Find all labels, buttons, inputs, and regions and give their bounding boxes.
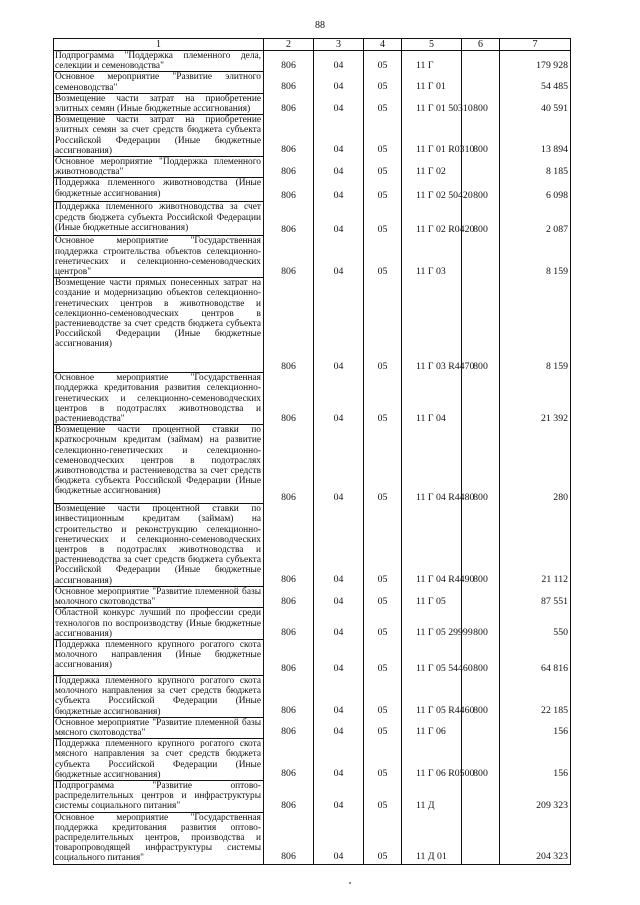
table-row bbox=[54, 72, 571, 93]
expense-type-code: 800 bbox=[462, 504, 500, 587]
table-body bbox=[54, 51, 571, 865]
amount: 156 bbox=[500, 739, 571, 781]
subsection-code: 05 bbox=[364, 373, 402, 425]
admin-code: 806 bbox=[264, 504, 314, 587]
expense-type-code: 800 bbox=[462, 608, 500, 640]
row-name: Основное мероприятие "Развитие племенной базы мясного скотоводства" bbox=[54, 717, 264, 738]
column-header: 4 bbox=[364, 39, 402, 51]
expense-type-code: 800 bbox=[462, 115, 500, 157]
admin-code: 806 bbox=[264, 739, 314, 781]
amount: 13 894 bbox=[500, 115, 571, 157]
column-header: 1 bbox=[54, 39, 264, 51]
section-code: 04 bbox=[314, 115, 364, 157]
row-name: Поддержка племенного крупного рогатого скота молочного направления (Иные бюджетные ассигнования) bbox=[54, 639, 264, 675]
expense-type-code: 800 bbox=[462, 739, 500, 781]
admin-code: 806 bbox=[264, 812, 314, 864]
admin-code: 806 bbox=[264, 115, 314, 157]
admin-code: 806 bbox=[264, 639, 314, 675]
expense-type-code bbox=[462, 780, 500, 812]
admin-code: 806 bbox=[264, 51, 314, 72]
target-article-code: 11 Г 05 29999 bbox=[402, 608, 462, 640]
amount: 64 816 bbox=[500, 639, 571, 675]
admin-code: 806 bbox=[264, 425, 314, 504]
row-name: Поддержка племенного животноводства за счет средств бюджета субъекта Российской Федерации (Иные бюджетные ассигнования) bbox=[54, 202, 264, 236]
admin-code: 806 bbox=[264, 202, 314, 236]
amount: 54 485 bbox=[500, 72, 571, 93]
expense-type-code: 800 bbox=[462, 93, 500, 114]
expense-type-code bbox=[462, 812, 500, 864]
table-header-row bbox=[54, 39, 571, 51]
amount: 209 323 bbox=[500, 780, 571, 812]
column-header: 7 bbox=[500, 39, 571, 51]
subsection-code: 05 bbox=[364, 780, 402, 812]
admin-code: 806 bbox=[264, 675, 314, 717]
section-code: 04 bbox=[314, 51, 364, 72]
column-header: 2 bbox=[264, 39, 314, 51]
section-code: 04 bbox=[314, 278, 364, 373]
row-name: Основное мероприятие "Поддержка племенного животноводства" bbox=[54, 157, 264, 178]
amount: 8 159 bbox=[500, 278, 571, 373]
section-code: 04 bbox=[314, 72, 364, 93]
table-row bbox=[54, 739, 571, 781]
table-row bbox=[54, 373, 571, 425]
subsection-code: 05 bbox=[364, 639, 402, 675]
column-header: 5 bbox=[402, 39, 462, 51]
row-name: Основное мероприятие "Государственная поддержка строительства объектов селекционно-генетических и селекционно-семеноводческих центров" bbox=[54, 236, 264, 278]
table-row bbox=[54, 115, 571, 157]
target-article-code: 11 Г 01 R0310 bbox=[402, 115, 462, 157]
subsection-code: 05 bbox=[364, 202, 402, 236]
target-article-code: 11 Г 06 R0500 bbox=[402, 739, 462, 781]
expense-type-code bbox=[462, 586, 500, 607]
amount: 280 bbox=[500, 425, 571, 504]
target-article-code: 11 Г 05 R4460 bbox=[402, 675, 462, 717]
expense-type-code: 800 bbox=[462, 425, 500, 504]
section-code: 04 bbox=[314, 739, 364, 781]
column-header: 6 bbox=[462, 39, 500, 51]
table-row bbox=[54, 51, 571, 72]
table-row bbox=[54, 608, 571, 640]
section-code: 04 bbox=[314, 717, 364, 738]
subsection-code: 05 bbox=[364, 157, 402, 178]
row-name: Основное мероприятие "Развитие элитного семеноводства" bbox=[54, 72, 264, 93]
section-code: 04 bbox=[314, 608, 364, 640]
amount: 204 323 bbox=[500, 812, 571, 864]
row-name: Поддержка племенного крупного рогатого скота молочного направления за счет средств бюджета субъекта Российской Федерации (Иные бюджетные ассигнования) bbox=[54, 675, 264, 717]
expense-type-code: 800 bbox=[462, 178, 500, 202]
admin-code: 806 bbox=[264, 780, 314, 812]
admin-code: 806 bbox=[264, 157, 314, 178]
admin-code: 806 bbox=[264, 608, 314, 640]
section-code: 04 bbox=[314, 780, 364, 812]
table-row bbox=[54, 278, 571, 373]
amount: 8 159 bbox=[500, 236, 571, 278]
expense-type-code: 800 bbox=[462, 202, 500, 236]
table-row bbox=[54, 425, 571, 504]
table-row bbox=[54, 675, 571, 717]
subsection-code: 05 bbox=[364, 675, 402, 717]
section-code: 04 bbox=[314, 425, 364, 504]
table-row bbox=[54, 93, 571, 114]
section-code: 04 bbox=[314, 236, 364, 278]
target-article-code: 11 Г 04 R4490 bbox=[402, 504, 462, 587]
expense-type-code bbox=[462, 717, 500, 738]
target-article-code: 11 Г 02 50420 bbox=[402, 178, 462, 202]
table-row bbox=[54, 586, 571, 607]
table-row bbox=[54, 812, 571, 864]
row-name: Подпрограмма "Поддержка племенного дела, селекции и семеноводства" bbox=[54, 51, 264, 72]
subsection-code: 05 bbox=[364, 278, 402, 373]
admin-code: 806 bbox=[264, 586, 314, 607]
subsection-code: 05 bbox=[364, 425, 402, 504]
row-name: Основное мероприятие "Государственная поддержка кредитования развития оптово-распределительных центров, производства и товаропроводящей инфраструктуры системы социального питания" bbox=[54, 812, 264, 864]
target-article-code: 11 Д bbox=[402, 780, 462, 812]
row-name: Основное мероприятие "Развитие племенной базы молочного скотоводства" bbox=[54, 586, 264, 607]
target-article-code: 11 Г 05 bbox=[402, 586, 462, 607]
section-code: 04 bbox=[314, 178, 364, 202]
admin-code: 806 bbox=[264, 72, 314, 93]
subsection-code: 05 bbox=[364, 115, 402, 157]
row-name: Подпрограмма "Развитие оптово-распределительных центров и инфраструктуры системы социального питания" bbox=[54, 780, 264, 812]
admin-code: 806 bbox=[264, 717, 314, 738]
admin-code: 806 bbox=[264, 373, 314, 425]
expense-type-code bbox=[462, 373, 500, 425]
section-code: 04 bbox=[314, 93, 364, 114]
row-name: Возмещение части затрат на приобретение элитных семян (Иные бюджетные ассигнования) bbox=[54, 93, 264, 114]
amount: 156 bbox=[500, 717, 571, 738]
target-article-code: 11 Г 02 bbox=[402, 157, 462, 178]
target-article-code: 11 Г 02 R0420 bbox=[402, 202, 462, 236]
amount: 87 551 bbox=[500, 586, 571, 607]
subsection-code: 05 bbox=[364, 608, 402, 640]
table-row bbox=[54, 236, 571, 278]
subsection-code: 05 bbox=[364, 236, 402, 278]
admin-code: 806 bbox=[264, 236, 314, 278]
subsection-code: 05 bbox=[364, 586, 402, 607]
row-name: Возмещение части процентной ставки по краткосрочным кредитам (займам) на развитие селекционно-генетических и селекционно-семеноводческих центров в подотраслях животноводства и растениеводства за счет средств бюджета субъекта Российской Федерации (Иные бюджетные ассигнования) bbox=[54, 425, 264, 504]
target-article-code: 11 Г 01 50310 bbox=[402, 93, 462, 114]
expense-type-code bbox=[462, 236, 500, 278]
row-name: Возмещение части затрат на приобретение элитных семян за счет средств бюджета субъекта Российской Федерации (Иные бюджетные ассигнования) bbox=[54, 115, 264, 157]
budget-table bbox=[53, 38, 571, 865]
target-article-code: 11 Г bbox=[402, 51, 462, 72]
scan-artifact bbox=[349, 882, 351, 884]
subsection-code: 05 bbox=[364, 72, 402, 93]
section-code: 04 bbox=[314, 675, 364, 717]
expense-type-code: 800 bbox=[462, 278, 500, 373]
subsection-code: 05 bbox=[364, 739, 402, 781]
subsection-code: 05 bbox=[364, 812, 402, 864]
amount: 21 392 bbox=[500, 373, 571, 425]
amount: 21 112 bbox=[500, 504, 571, 587]
expense-type-code: 800 bbox=[462, 675, 500, 717]
target-article-code: 11 Г 05 54460 bbox=[402, 639, 462, 675]
subsection-code: 05 bbox=[364, 51, 402, 72]
admin-code: 806 bbox=[264, 178, 314, 202]
subsection-code: 05 bbox=[364, 178, 402, 202]
row-name: Возмещение части процентной ставки по инвестиционным кредитам (займам) на строительство и реконструкцию селекционно-генетических и селекционно-семеноводческих центров в подотраслях животноводства и растениеводства за счет средств бюджета субъекта Российской Федерации (Иные бюджетные ассигнования) bbox=[54, 504, 264, 587]
table-row bbox=[54, 504, 571, 587]
row-name: Областной конкурс лучший по профессии среди технологов по воспроизводству (Иные бюджетные ассигнования) bbox=[54, 608, 264, 640]
expense-type-code bbox=[462, 157, 500, 178]
admin-code: 806 bbox=[264, 93, 314, 114]
section-code: 04 bbox=[314, 504, 364, 587]
table-row bbox=[54, 780, 571, 812]
amount: 8 185 bbox=[500, 157, 571, 178]
target-article-code: 11 Г 03 R4470 bbox=[402, 278, 462, 373]
amount: 40 591 bbox=[500, 93, 571, 114]
expense-type-code bbox=[462, 72, 500, 93]
section-code: 04 bbox=[314, 586, 364, 607]
admin-code: 806 bbox=[264, 278, 314, 373]
page-number: 88 bbox=[315, 20, 325, 31]
subsection-code: 05 bbox=[364, 717, 402, 738]
row-name: Возмещение части прямых понесенных затрат на создание и модернизацию объектов селекционно-генетических центров в животноводстве и селекционно-семеноводческих центров в растениеводстве за счет средств бюджета субъекта Российской Федерации (Иные бюджетные ассигнования) bbox=[54, 278, 264, 373]
table-row bbox=[54, 178, 571, 202]
section-code: 04 bbox=[314, 373, 364, 425]
amount: 550 bbox=[500, 608, 571, 640]
target-article-code: 11 Г 06 bbox=[402, 717, 462, 738]
target-article-code: 11 Г 03 bbox=[402, 236, 462, 278]
row-name: Основное мероприятие "Государственная поддержка кредитования развития селекционно-генетических и селекционно-семеноводческих центров в подотраслях животноводства и растениеводства" bbox=[54, 373, 264, 425]
row-name: Поддержка племенного крупного рогатого скота мясного направления за счет средств бюджета субъекта Российской Федерации (Иные бюджетные ассигнования) bbox=[54, 739, 264, 781]
amount: 2 087 bbox=[500, 202, 571, 236]
section-code: 04 bbox=[314, 202, 364, 236]
target-article-code: 11 Г 04 bbox=[402, 373, 462, 425]
expense-type-code: 800 bbox=[462, 639, 500, 675]
amount: 179 928 bbox=[500, 51, 571, 72]
expense-type-code bbox=[462, 51, 500, 72]
column-header: 3 bbox=[314, 39, 364, 51]
table-row bbox=[54, 202, 571, 236]
section-code: 04 bbox=[314, 157, 364, 178]
target-article-code: 11 Г 01 bbox=[402, 72, 462, 93]
amount: 6 098 bbox=[500, 178, 571, 202]
row-name: Поддержка племенного животноводства (Иные бюджетные ассигнования) bbox=[54, 178, 264, 202]
amount: 22 185 bbox=[500, 675, 571, 717]
section-code: 04 bbox=[314, 639, 364, 675]
table-row bbox=[54, 717, 571, 738]
subsection-code: 05 bbox=[364, 504, 402, 587]
section-code: 04 bbox=[314, 812, 364, 864]
table-row bbox=[54, 157, 571, 178]
target-article-code: 11 Д 01 bbox=[402, 812, 462, 864]
target-article-code: 11 Г 04 R4480 bbox=[402, 425, 462, 504]
subsection-code: 05 bbox=[364, 93, 402, 114]
table-row bbox=[54, 639, 571, 675]
